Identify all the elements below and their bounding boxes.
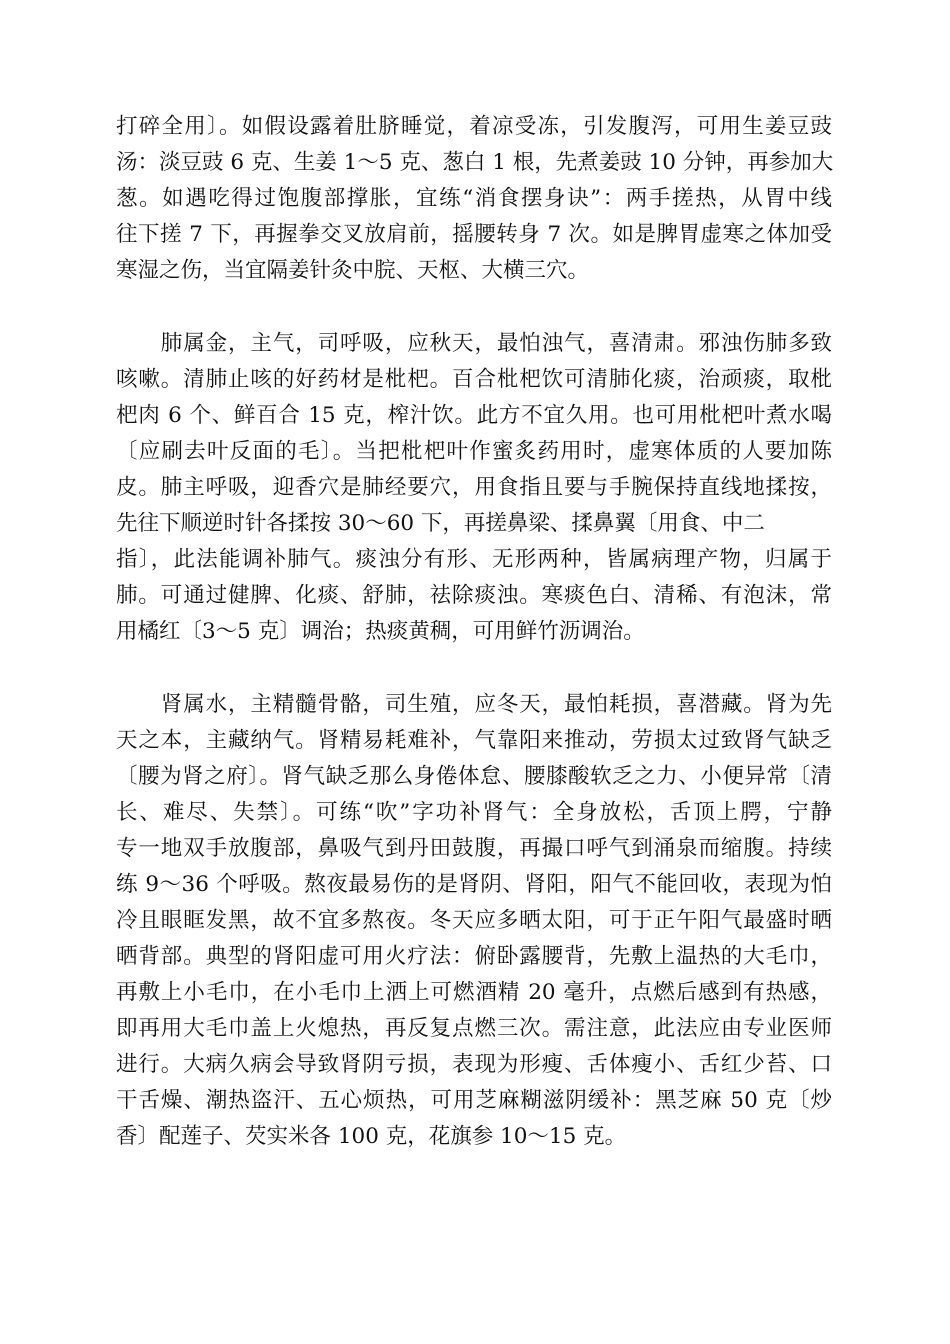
text-line: 〔腰为肾之府〕。肾气缺乏那么身倦体怠、腰膝酸软乏之力、小便异常〔清 <box>116 764 832 789</box>
paragraph-spacer <box>116 289 832 326</box>
text-line: 进行。大病久病会导致肾阴亏损，表现为形瘦、舌体瘦小、舌红少苔、口 <box>116 1052 832 1077</box>
text-line: 长、难尽、失禁〕。可练“吹”字功补肾气：全身放松，舌顶上腭，宁静 <box>116 800 832 825</box>
text-line: 肺。可通过健脾、化痰、舒肺，祛除痰浊。寒痰色白、清稀、有泡沫，常 <box>116 583 832 608</box>
text-line: 用橘红〔3～5 克〕调治；热痰黄稠，可用鲜竹沥调治。 <box>116 619 645 644</box>
text-line: 即再用大毛巾盖上火熄热，再反复点燃三次。需注意，此法应由专业医师 <box>116 1016 832 1041</box>
text-line: 杷肉 6 个、鲜百合 15 克，榨汁饮。此方不宜久用。也可用枇杷叶煮水喝 <box>116 403 832 428</box>
text-line: 打碎全用〕。如假设露着肚脐睡觉，着凉受冻，引发腹泻，可用生姜豆豉 <box>116 114 832 139</box>
text-line: 先往下顺逆时针各揉按 30～60 下，再搓鼻梁、揉鼻翼〔用食、中二 <box>116 511 765 536</box>
text-line: 冷且眼眶发黑，故不宜多熬夜。冬天应多晒太阳，可于正午阳气最盛时晒 <box>116 908 832 933</box>
text-line: 肺属金，主气，司呼吸，应秋天，最怕浊气，喜清肃。邪浊伤肺多致 <box>116 331 832 356</box>
text-line: 干舌燥、潮热盗汗、五心烦热，可用芝麻糊滋阴缓补：黑芝麻 50 克〔炒 <box>116 1088 832 1113</box>
text-line: 香〕配莲子、芡实米各 100 克，花旗参 10～15 克。 <box>116 1124 627 1149</box>
text-line: 专一地双手放腹部，鼻吸气到丹田鼓腹，再撮口呼气到涌泉而缩腹。持续 <box>116 836 832 861</box>
text-line: 皮。肺主呼吸，迎香穴是肺经要穴，用食指且要与手腕保持直线地揉按， <box>116 475 832 500</box>
text-line: 寒湿之伤，当宜隔姜针灸中脘、天枢、大横三穴。 <box>116 258 590 283</box>
text-line: 指〕，此法能调补肺气。痰浊分有形、无形两种，皆属病理产物，归属于 <box>116 547 832 572</box>
paragraph-spacer <box>116 650 832 687</box>
text-line: 〔应刷去叶反面的毛〕。当把枇杷叶作蜜炙药用时，虚寒体质的人要加陈 <box>116 439 832 464</box>
paragraph-lung <box>116 326 832 650</box>
text-line: 葱。如遇吃得过饱腹部撑胀，宜练“消食摆身诀”：两手搓热，从胃中线 <box>116 186 832 211</box>
text-line: 天之本，主藏纳气。肾精易耗难补，气靠阳来推动，劳损太过致肾气缺乏 <box>116 728 832 753</box>
document-body <box>116 109 832 1155</box>
text-line: 晒背部。典型的肾阳虚可用火疗法：俯卧露腰背，先敷上温热的大毛巾， <box>116 944 832 969</box>
text-line: 练 9～36 个呼吸。熬夜最易伤的是肾阴、肾阳，阳气不能回收，表现为怕 <box>116 872 832 897</box>
text-line: 汤：淡豆豉 6 克、生姜 1～5 克、葱白 1 根，先煮姜豉 10 分钟，再参加大 <box>116 150 834 175</box>
text-line: 再敷上小毛巾，在小毛巾上洒上可燃酒精 20 毫升，点燃后感到有热感， <box>116 980 832 1005</box>
paragraph-digestion <box>116 109 832 289</box>
text-line: 往下搓 7 下，再握拳交叉放肩前，摇腰转身 7 次。如是脾胃虚寒之体加受 <box>116 222 832 247</box>
text-line: 咳嗽。清肺止咳的好药材是枇杷。百合枇杷饮可清肺化痰，治顽痰，取枇 <box>116 367 832 392</box>
text-line: 肾属水，主精髓骨骼，司生殖，应冬天，最怕耗损，喜潜藏。肾为先 <box>116 692 832 717</box>
paragraph-kidney <box>116 687 832 1155</box>
